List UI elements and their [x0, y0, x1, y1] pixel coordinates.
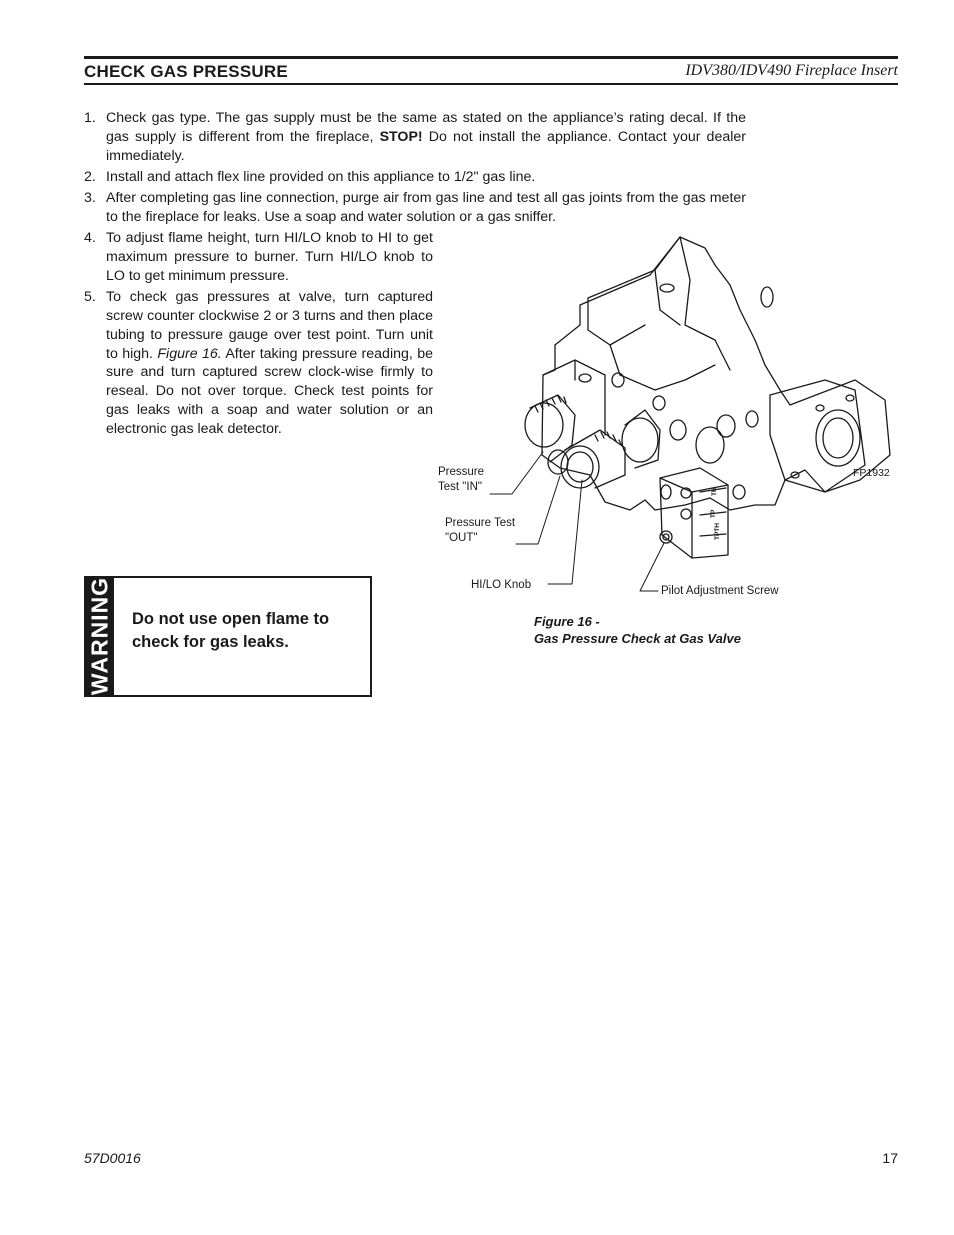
document-title: IDV380/IDV490 Fireplace Insert [685, 62, 898, 79]
warning-box [84, 576, 372, 697]
terminal-label-th: TH [711, 487, 718, 496]
section-title: CHECK GAS PRESSURE [84, 62, 288, 81]
top-cap [660, 284, 674, 292]
step-number: 2. [84, 168, 96, 185]
terminal-label-tpth: TPTH [714, 523, 721, 540]
callout-pressure-in: Pressure Test "IN" [438, 466, 485, 493]
callout-pressure-out: Pressure Test "OUT" [445, 517, 516, 544]
page-number: 17 [882, 1150, 898, 1166]
step-text: To adjust flame height, turn HI/LO knob to HI to get maximum pressure to burner. Turn HI/LO knob to LO to get minimum pressure. [106, 230, 433, 284]
leader-hilo-knob [548, 480, 582, 584]
terminal-tp [681, 509, 691, 519]
header-rule-top [84, 56, 898, 59]
gas-valve-illustration [430, 230, 900, 615]
step-4 [84, 229, 433, 285]
valve-top-block [588, 237, 680, 345]
step-3 [84, 189, 746, 227]
pilot-adjustment-screw [660, 531, 672, 543]
terminal-label-tp: TP [710, 509, 717, 518]
step-text: After taking pressure reading, be sure and turn captured screw clock-wise firmly to reseal. Do not over torque. Check test points for gas leaks with a soap and water solution or an electronic gas leak detector. [106, 345, 433, 437]
warning-text: Do not use open flame to check for gas leaks. [132, 610, 330, 651]
callout-hilo-knob: HI/LO Knob [471, 579, 532, 591]
step-text: Check gas type. The gas supply must be the same as stated on the appliance’s rating decal. If the gas supply is different from the fireplace, [106, 110, 746, 145]
leader-pressure-out [516, 476, 560, 544]
valve-body-outline [542, 237, 890, 510]
stop-emphasis: STOP! [379, 128, 423, 145]
step-number: 1. [84, 110, 96, 126]
fitting [622, 418, 658, 462]
callout-pilot-adjustment-screw: Pilot Adjustment Screw [661, 585, 779, 597]
figure-caption [534, 613, 741, 647]
step-1 [84, 109, 746, 165]
step-number: 3. [84, 190, 96, 207]
warning-label: WARNING [86, 576, 113, 696]
figure-reference: Figure 16. [157, 345, 222, 362]
caption-line-2: Gas Pressure Check at Gas Valve [534, 631, 741, 646]
step-text: Install and attach flex line provided on this appliance to 1/2" gas line. [106, 168, 536, 185]
caption-line-1: Figure 16 - [534, 614, 600, 629]
leader-pressure-in [490, 452, 543, 494]
step-text: To check gas pressures at valve, turn captured screw counter clockwise 2 or 3 turns and then place tubing to pressure gauge over test point. Turn unit to high. [106, 289, 433, 362]
step-number: 5. [84, 289, 96, 306]
warning-band [86, 578, 114, 695]
step-text: Do not install the appliance. Contact your dealer immediately. [106, 128, 746, 164]
step-5 [84, 288, 433, 438]
header-rule-bottom [84, 83, 898, 85]
document-number: 57D0016 [84, 1150, 141, 1166]
figure-code: FP1932 [853, 467, 890, 479]
step-text: After completing gas line connection, purge air from gas line and test all gas joints from the gas meter to the fireplace for leaks. Use a soap and water solution or a gas sniffer. [106, 190, 746, 225]
gas-valve-figure [430, 230, 900, 615]
step-number: 4. [84, 230, 96, 247]
hilo-knob-face [525, 403, 563, 447]
step-2 [84, 168, 746, 187]
